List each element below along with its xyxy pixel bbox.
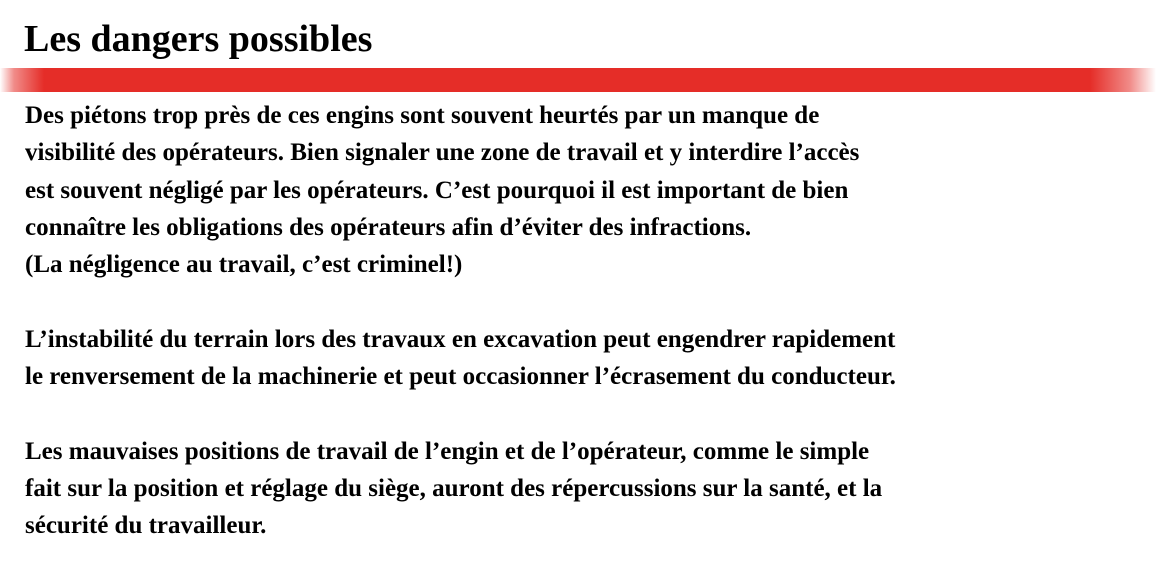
- text-line: sécurité du travailleur.: [25, 512, 267, 540]
- paragraph-working-positions: [25, 433, 1135, 545]
- page-title: Les dangers possibles: [24, 18, 373, 60]
- text-line: L’instabilité du terrain lors des travaux en excavation peut engendrer rapidement: [25, 325, 896, 353]
- text-line: visibilité des opérateurs. Bien signaler une zone de travail et y interdire l’accès: [25, 139, 860, 167]
- body-text: [25, 97, 1135, 545]
- text-line: est souvent négligé par les opérateurs. C’est pourquoi il est important de bien: [25, 176, 849, 204]
- paragraph-pedestrians: [25, 97, 1135, 283]
- title-underline-bar: [0, 68, 1156, 92]
- text-line: Les mauvaises positions de travail de l’engin et de l’opérateur, comme le simple: [25, 437, 870, 465]
- text-line: fait sur la position et réglage du siège, auront des répercussions sur la santé, et la: [25, 474, 883, 502]
- paragraph-spacer: [25, 395, 1135, 432]
- paragraph-ground-instability: [25, 321, 1135, 396]
- paragraph-spacer: [25, 283, 1135, 320]
- text-line: Des piétons trop près de ces engins sont souvent heurtés par un manque de: [25, 102, 820, 129]
- text-line: le renversement de la machinerie et peut occasionner l’écrasement du conducteur.: [25, 363, 896, 391]
- text-line: (La négligence au travail, c’est criminel!): [25, 251, 463, 279]
- text-line: connaître les obligations des opérateurs afin d’éviter des infractions.: [25, 213, 752, 241]
